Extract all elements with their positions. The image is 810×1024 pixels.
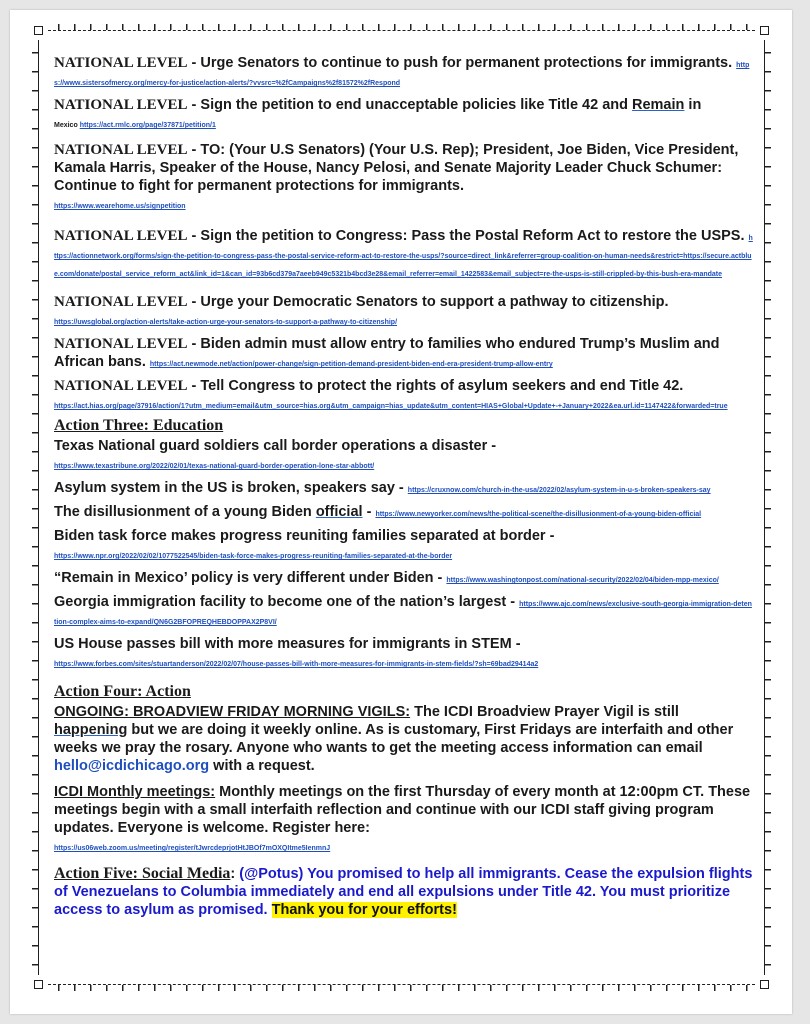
level-label: NATIONAL LEVEL: [54, 97, 188, 113]
education-item: [54, 527, 754, 563]
document-body: [54, 54, 754, 923]
item-text: - Sign the petition to end unacceptable policies like Title 42 and: [187, 97, 632, 113]
item-text: - Urge Senators to continue to push for permanent protections for immigrants.: [187, 55, 737, 71]
item-link[interactable]: https://www.forbes.com/sites/stuartanderson/2022/02/07/house-passes-bill-with-more-measures-for-immigrants-in-stem-fields/?sh=69bad29414a2: [54, 661, 539, 668]
social-media-paragraph: [54, 865, 754, 919]
item-link[interactable]: https://act.newmode.net/action/power-change/sign-petition-demand-president-biden-end-era-president-trump-allow-entry: [149, 361, 553, 368]
section-heading-education: Action Three: Education: [54, 417, 224, 434]
education-item: [54, 479, 754, 497]
national-item: [54, 227, 754, 281]
border-top: [48, 30, 755, 31]
item-text: - Urge your Democratic Senators to support a pathway to citizenship.: [187, 294, 669, 310]
border-ticks-left: [32, 42, 38, 973]
education-item: [54, 503, 754, 521]
item-text: “Remain in Mexico’ policy is very different under Biden -: [54, 570, 447, 586]
item-text: Texas National guard soldiers call border operations a disaster -: [54, 438, 497, 454]
corner-mark-icon: [760, 980, 769, 989]
item-link[interactable]: https://www.newyorker.com/news/the-political-scene/the-disillusionment-of-a-young-biden-official: [375, 511, 702, 518]
item-text: but we are doing it weekly online. As is customary, First Fridays are interfaith and other weeks we pray the rosary. Anyone who wants to get the meeting access information can email: [54, 722, 734, 756]
item-link[interactable]: https://www.wearehome.us/signpetition: [54, 203, 186, 210]
border-left: [38, 40, 39, 975]
item-text: in: [684, 97, 702, 113]
level-label: NATIONAL LEVEL: [54, 142, 188, 158]
section-heading-social: [54, 865, 230, 882]
item-text-small: Mexico: [54, 122, 80, 129]
social-message: (@Potus) You promised to help all immigrants. Cease the expulsion flights of Venezuelans to Columbia immediately and end all expulsions under Title 42. You must prioritize access to asylum as promised.: [54, 866, 753, 918]
national-item: [54, 96, 754, 135]
item-text: Monthly meetings on the first Thursday of every month at 12:00pm CT. These meetings begin with a small interfaith reflection and continue with our ICDI staff giving program updates. Everyone is welcome. Register here:: [54, 784, 751, 836]
document-page: [10, 10, 792, 1014]
national-item: [54, 377, 754, 413]
level-label: NATIONAL LEVEL: [54, 55, 188, 71]
level-label: NATIONAL LEVEL: [54, 294, 188, 310]
corner-mark-icon: [34, 980, 43, 989]
national-item: [54, 335, 754, 371]
item-text-underlined: Remain: [632, 97, 685, 113]
item-text: The disillusionment of a young Biden: [54, 504, 316, 520]
meetings-paragraph: [54, 783, 754, 855]
item-link[interactable]: https://act.hias.org/page/37916/action/1?utm_medium=email&utm_source=hias.org&utm_campaign=hias_update&utm_content=HIAS+Global+Update+-+January+2022&ea.url.id=1147422&forwarded=true: [54, 403, 728, 410]
item-text-underlined: official: [315, 504, 363, 520]
item-link[interactable]: https://uwsglobal.org/action-alerts/take-action-urge-your-senators-to-support-a-pathway-to-citizenship/: [54, 319, 398, 326]
item-link[interactable]: https://act.rmlc.org/page/37871/petition/1: [79, 122, 216, 129]
section-heading-part: Action Five:: [54, 865, 142, 882]
national-item: [54, 54, 754, 90]
item-text: Biden task force makes progress reuniting families separated at border -: [54, 528, 555, 544]
border-ticks-right: [765, 42, 771, 973]
item-text-underlined: happening: [54, 722, 128, 738]
item-text: - TO: (Your U.S Senators) (Your U.S. Rep); President, Joe Biden, Vice President, Kamala Harris, Speaker of the House, Nancy Pelosi, and Senate Majority Leader Chuck Schumer: Continue to fight for permanent protections for immigrants.: [54, 142, 739, 194]
item-text: - Biden admin must allow entry to families who endured Trump’s Muslim and African bans.: [54, 336, 720, 370]
item-text: -: [362, 504, 376, 520]
education-item: [54, 437, 754, 473]
section-heading-part: Social Media: [141, 865, 231, 882]
level-label: NATIONAL LEVEL: [54, 336, 188, 352]
vigil-paragraph: [54, 703, 754, 775]
national-item: [54, 141, 754, 213]
item-text: Asylum system in the US is broken, speakers say -: [54, 480, 408, 496]
thanks-highlight: Thank you for your efforts!: [271, 902, 457, 918]
item-text: - Tell Congress to protect the rights of asylum seekers and end Title 42.: [187, 378, 684, 394]
email-link[interactable]: hello@icdichicago.org: [54, 758, 210, 774]
level-label: NATIONAL LEVEL: [54, 228, 188, 244]
meetings-label: ICDI Monthly meetings:: [54, 784, 216, 800]
education-item: [54, 635, 754, 671]
border-ticks-bottom: [50, 985, 753, 991]
national-item: [54, 293, 754, 329]
item-text: with a request.: [209, 758, 315, 774]
item-link[interactable]: https://cruxnow.com/church-in-the-usa/2022/02/asylum-system-in-u-s-broken-speakers-say: [407, 487, 711, 494]
level-label: NATIONAL LEVEL: [54, 378, 188, 394]
item-link[interactable]: https://www.sistersofmercy.org/mercy-for-justice/action-alerts/?vvsrc=%2fCampaigns%2f81572%2fRespond: [54, 62, 750, 87]
item-link[interactable]: https://www.texastribune.org/2022/02/01/texas-national-guard-border-operation-lone-star-abbott/: [54, 463, 375, 470]
corner-mark-icon: [34, 26, 43, 35]
item-text: - Sign the petition to Congress: Pass the Postal Reform Act to restore the USPS.: [187, 228, 749, 244]
corner-mark-icon: [760, 26, 769, 35]
item-link[interactable]: https://actionnetwork.org/forms/sign-the-petition-to-congress-pass-the-postal-service-reform-act-to-restore-the-usps/?source=direct_link&referrer=group-coalition-on-human-needs&restrict=https://secure.actblue.com/donate/postal_service_reform_act&link_id=1&can_id=93b6cd379a7aeeb949c5321b4bcd3e28&email_referrer=email_1422583&email_subject=re-the-usps-is-still-crippled-by-this-bush-era-mandate: [54, 235, 753, 278]
border-ticks-top: [50, 24, 753, 30]
item-link[interactable]: https://www.washingtonpost.com/national-security/2022/02/04/biden-mpp-mexico/: [446, 577, 719, 584]
education-item: [54, 593, 754, 629]
item-text: The ICDI Broadview Prayer Vigil is still: [410, 704, 679, 720]
item-link[interactable]: https://us06web.zoom.us/meeting/register/tJwrcdeprjotHtJBOf7mOXQItme5IenmnJ: [54, 845, 331, 852]
item-text: :: [230, 866, 240, 882]
vigil-label: ONGOING: BROADVIEW FRIDAY MORNING VIGILS:: [54, 704, 411, 720]
item-text: Georgia immigration facility to become one of the nation’s largest -: [54, 594, 520, 610]
section-heading-action: Action Four: Action: [54, 683, 191, 700]
item-text: US House passes bill with more measures for immigrants in STEM -: [54, 636, 521, 652]
item-link[interactable]: https://www.ajc.com/news/exclusive-south-georgia-immigration-detention-complex-aims-to-expand/QN6G2BFOPREQHEBDOPPAX2P8VI/: [54, 601, 752, 626]
item-link[interactable]: https://www.npr.org/2022/02/02/1077522545/biden-task-force-makes-progress-reuniting-families-separated-at-the-border: [54, 553, 453, 560]
education-item: [54, 569, 754, 587]
